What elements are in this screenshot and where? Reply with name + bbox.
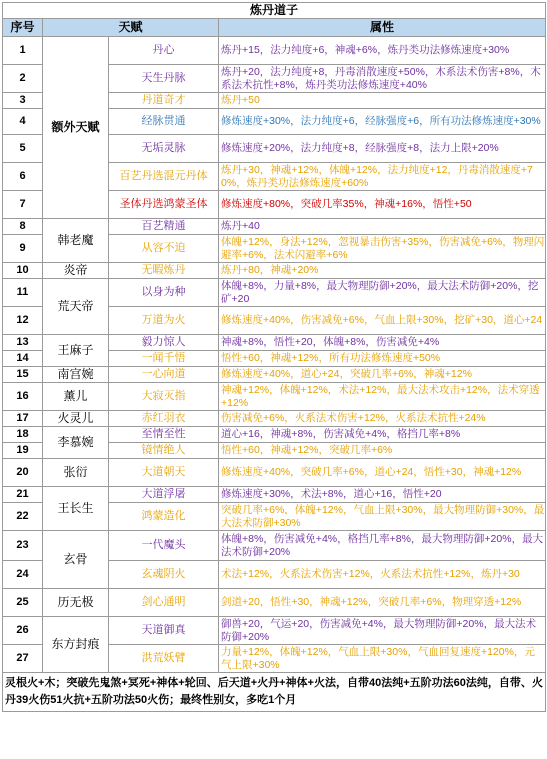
talent-name: 百艺丹选混元丹体 [109, 163, 219, 191]
talent-attributes: 神魂+12%，体魄+12%，术法+12%，最大法术攻击+12%，法术穿透+12% [219, 383, 546, 411]
table-row [3, 37, 546, 65]
row-number: 25 [3, 589, 43, 617]
table-row [3, 263, 546, 279]
talent-attributes: 炼丹+80，神魂+20% [219, 263, 546, 279]
talent-name: 天生丹脉 [109, 65, 219, 93]
talent-attributes: 力量+12%，体魄+12%，气血上限+30%，气血回复速度+120%，元气上限+30% [219, 645, 546, 673]
table-row [3, 279, 546, 307]
owner-name: 王麻子 [43, 335, 109, 367]
talent-name: 经脉贯通 [109, 109, 219, 135]
row-number: 27 [3, 645, 43, 673]
header-num: 序号 [3, 19, 43, 37]
row-number: 12 [3, 307, 43, 335]
owner-name: 历无极 [43, 589, 109, 617]
talent-name: 毅力惊人 [109, 335, 219, 351]
owner-name: 韩老魔 [43, 219, 109, 263]
row-number: 6 [3, 163, 43, 191]
talent-name: 大寂灭指 [109, 383, 219, 411]
talent-attributes: 体魄+8%，力量+8%，最大物理防御+20%，最大法术防御+20%，挖矿+20 [219, 279, 546, 307]
talent-attributes: 修炼速度+30%，术法+8%，道心+16，悟性+20 [219, 487, 546, 503]
header-talent: 天赋 [43, 19, 219, 37]
table-row [3, 617, 546, 645]
talent-name: 万道为火 [109, 307, 219, 335]
talent-attributes: 修炼速度+40%，道心+24，突破几率+6%，神魂+12% [219, 367, 546, 383]
talent-attributes: 修炼速度+20%，法力纯度+8，经脉强度+8，法力上限+20% [219, 135, 546, 163]
talent-attributes: 突破几率+6%，体魄+12%，气血上限+30%，最大物理防御+30%，最大法术防御+30% [219, 503, 546, 531]
talent-name: 鸿蒙造化 [109, 503, 219, 531]
talent-name: 一代魔头 [109, 531, 219, 561]
table-row [3, 383, 546, 411]
talent-attributes: 修炼速度+80%，突破几率35%，神魂+16%，悟性+50 [219, 191, 546, 219]
owner-name: 额外天赋 [43, 37, 109, 219]
talent-name: 玄魂阴火 [109, 561, 219, 589]
talent-name: 从容不迫 [109, 235, 219, 263]
owner-name: 南宫婉 [43, 367, 109, 383]
talent-name: 一心向道 [109, 367, 219, 383]
owner-name: 张衍 [43, 459, 109, 487]
talent-name: 一闻千悟 [109, 351, 219, 367]
talent-attributes: 炼丹+50 [219, 93, 546, 109]
table-row [3, 487, 546, 503]
row-number: 23 [3, 531, 43, 561]
talent-attributes: 道心+16，神魂+8%，伤害减免+4%，格挡几率+8% [219, 427, 546, 443]
talent-attributes: 炼丹+20，法力纯度+8，丹毒消散速度+50%，木系法术伤害+8%，木系法术抗性+8%，炼丹类功法修炼速度+40% [219, 65, 546, 93]
talent-name: 无暇炼丹 [109, 263, 219, 279]
talent-attributes: 御兽+20，气运+20，伤害减免+4%，最大物理防御+20%，最大法术防御+20% [219, 617, 546, 645]
row-number: 20 [3, 459, 43, 487]
row-number: 1 [3, 37, 43, 65]
row-number: 4 [3, 109, 43, 135]
talent-attributes: 剑道+20，悟性+30，神魂+12%，突破几率+6%，物理穿透+12% [219, 589, 546, 617]
talent-name: 大道朝天 [109, 459, 219, 487]
talent-attributes: 炼丹+30，神魂+12%，体魄+12%，法力纯度+12，丹毒消散速度+70%，炼丹类功法修炼速度+60% [219, 163, 546, 191]
owner-name: 东方封痕 [43, 617, 109, 673]
table-title: 炼丹道子 [3, 3, 546, 19]
talent-name: 镜情绝人 [109, 443, 219, 459]
row-number: 9 [3, 235, 43, 263]
data-table [2, 2, 546, 712]
row-number: 17 [3, 411, 43, 427]
row-number: 16 [3, 383, 43, 411]
owner-name: 李慕婉 [43, 427, 109, 459]
talent-attributes: 悟性+60，神魂+12%，突破几率+6% [219, 443, 546, 459]
row-number: 5 [3, 135, 43, 163]
table-row [3, 459, 546, 487]
owner-name: 火灵儿 [43, 411, 109, 427]
footer-note: 灵根火+木；突破先鬼煞+冥死+神体+轮回、后天道+火丹+神体+火法，自带40法纯+五阶功法60法纯，自带、火丹39火伤51火抗+五阶功法50火伤；最终性别女，多吃1个月 [3, 673, 546, 712]
table-row [3, 411, 546, 427]
row-number: 21 [3, 487, 43, 503]
talent-name: 以身为种 [109, 279, 219, 307]
owner-name: 玄骨 [43, 531, 109, 589]
talent-attributes: 修炼速度+40%，突破几率+6%，道心+24，悟性+30，神魂+12% [219, 459, 546, 487]
table-row [3, 589, 546, 617]
row-number: 13 [3, 335, 43, 351]
row-number: 10 [3, 263, 43, 279]
row-number: 3 [3, 93, 43, 109]
talent-attributes: 修炼速度+40%，伤害减免+6%，气血上限+30%，挖矿+30，道心+24 [219, 307, 546, 335]
row-number: 26 [3, 617, 43, 645]
table-row [3, 367, 546, 383]
talent-name: 天道御真 [109, 617, 219, 645]
row-number: 15 [3, 367, 43, 383]
table-row [3, 219, 546, 235]
table-row [3, 427, 546, 443]
row-number: 7 [3, 191, 43, 219]
talent-name: 洪荒妖臂 [109, 645, 219, 673]
talent-attributes: 神魂+8%，悟性+20，体魄+8%，伤害减免+4% [219, 335, 546, 351]
owner-name: 荒天帝 [43, 279, 109, 335]
table-row [3, 335, 546, 351]
talent-attributes: 炼丹+15，法力纯度+6，神魂+6%，炼丹类功法修炼速度+30% [219, 37, 546, 65]
talent-name: 剑心通明 [109, 589, 219, 617]
row-number: 24 [3, 561, 43, 589]
owner-name: 炎帝 [43, 263, 109, 279]
talent-attributes: 体魄+8%，伤害减免+4%，格挡几率+8%，最大物理防御+20%，最大法术防御+20% [219, 531, 546, 561]
row-number: 18 [3, 427, 43, 443]
talent-attributes: 修炼速度+30%，法力纯度+6，经脉强度+6，所有功法修炼速度+30% [219, 109, 546, 135]
table-row [3, 531, 546, 561]
talent-name: 无垢灵脉 [109, 135, 219, 163]
talent-name: 大道浮屠 [109, 487, 219, 503]
row-number: 2 [3, 65, 43, 93]
talent-attributes: 炼丹+40 [219, 219, 546, 235]
talent-attributes: 伤害减免+6%，火系法术伤害+12%，火系法术抗性+24% [219, 411, 546, 427]
talent-name: 圣体丹选鸿蒙圣体 [109, 191, 219, 219]
talent-name: 丹道奇才 [109, 93, 219, 109]
talent-attributes: 悟性+60，神魂+12%，所有功法修炼速度+50% [219, 351, 546, 367]
talent-name: 丹心 [109, 37, 219, 65]
row-number: 8 [3, 219, 43, 235]
row-number: 22 [3, 503, 43, 531]
row-number: 11 [3, 279, 43, 307]
owner-name: 薰儿 [43, 383, 109, 411]
row-number: 19 [3, 443, 43, 459]
header-attr: 属性 [219, 19, 546, 37]
row-number: 14 [3, 351, 43, 367]
talent-name: 百艺精通 [109, 219, 219, 235]
talent-attributes: 术法+12%，火系法术伤害+12%，火系法术抗性+12%，炼丹+30 [219, 561, 546, 589]
talent-attributes: 体魄+12%，身法+12%，忽视暴击伤害+35%，伤害减免+6%，物理闪避率+6%，法术闪避率+6% [219, 235, 546, 263]
talent-name: 赤红羽衣 [109, 411, 219, 427]
talent-name: 至情至性 [109, 427, 219, 443]
owner-name: 王长生 [43, 487, 109, 531]
